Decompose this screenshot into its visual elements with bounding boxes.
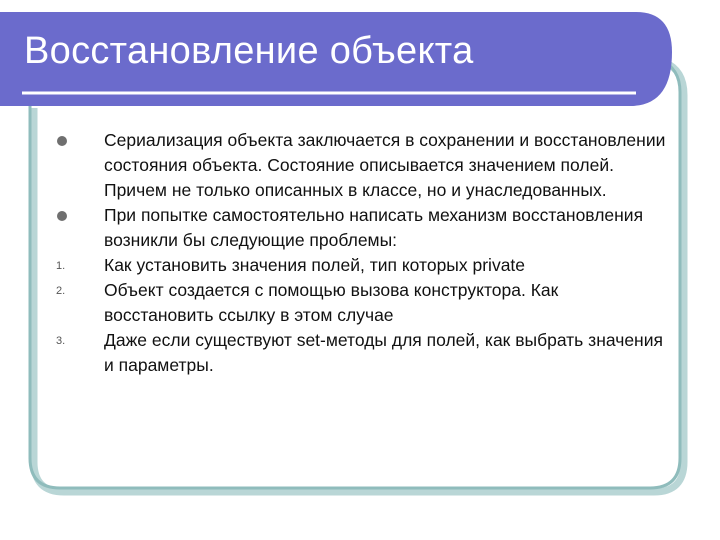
list-number: 1. xyxy=(56,260,66,272)
list-item-text: Объект создается с помощью вызова конструктора. Как восстановить ссылку в этом случае xyxy=(104,280,559,325)
number-marker xyxy=(48,278,104,303)
list-item xyxy=(48,128,668,203)
list-item xyxy=(48,278,668,328)
list-item xyxy=(48,328,668,378)
list-number: 3. xyxy=(56,335,66,347)
slide-title: Восстановление объекта xyxy=(24,30,474,72)
bullet-marker xyxy=(48,203,104,228)
list-item-text: Сериализация объекта заключается в сохранении и восстановлении состояния объекта. Состояние описывается значением полей. Причем не только описанных в классе, но и унаследованных. xyxy=(104,130,666,200)
list-number: 2. xyxy=(56,285,66,297)
list-item xyxy=(48,253,668,278)
bullet-marker xyxy=(48,128,104,153)
bullet-list xyxy=(48,128,668,378)
bullet-dot-icon xyxy=(57,136,67,146)
list-item-text: Даже если существуют set-методы для полей, как выбрать значения и параметры. xyxy=(104,330,663,375)
list-item-text: Как установить значения полей, тип которых private xyxy=(104,255,526,275)
bullet-dot-icon xyxy=(57,211,67,221)
list-item xyxy=(48,203,668,253)
number-marker xyxy=(48,328,104,353)
number-marker xyxy=(48,253,104,278)
list-item-text: При попытке самостоятельно написать механизм восстановления возникли бы следующие проблемы: xyxy=(104,205,644,250)
